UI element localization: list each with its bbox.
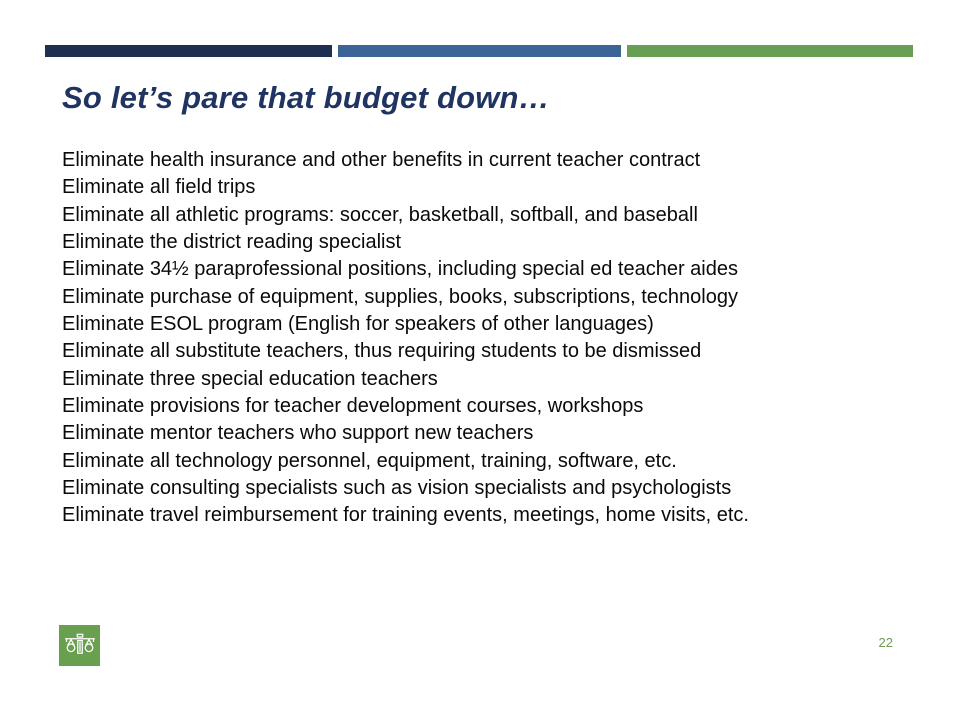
- list-item: Eliminate ESOL program (English for speakers of other languages): [62, 313, 654, 336]
- balance-scale-icon: [59, 625, 100, 666]
- list-item: Eliminate mentor teachers who support new teachers: [62, 422, 534, 445]
- body-text-list: [62, 147, 912, 530]
- list-item: Eliminate three special education teachers: [62, 367, 438, 390]
- accent-bar: [45, 45, 913, 57]
- list-item: Eliminate consulting specialists such as vision specialists and psychologists: [62, 477, 732, 500]
- accent-bar-segment-blue: [338, 45, 621, 57]
- page-title: So let’s pare that budget down…: [62, 80, 550, 115]
- page-number: 22: [878, 635, 893, 650]
- list-item: Eliminate travel reimbursement for training events, meetings, home visits, etc.: [62, 504, 749, 527]
- list-item: Eliminate health insurance and other benefits in current teacher contract: [62, 149, 701, 171]
- accent-bar-segment-navy: [45, 45, 332, 57]
- list-item: Eliminate the district reading specialist: [62, 231, 402, 254]
- list-item: Eliminate provisions for teacher development courses, workshops: [62, 395, 644, 418]
- list-item: Eliminate all field trips: [62, 176, 256, 199]
- list-item: Eliminate all athletic programs: soccer, basketball, softball, and baseball: [62, 203, 698, 226]
- list-item: Eliminate all substitute teachers, thus requiring students to be dismissed: [62, 340, 702, 363]
- list-item: Eliminate 34½ paraprofessional positions, including special ed teacher aides: [62, 258, 738, 281]
- accent-bar-segment-green: [627, 45, 913, 57]
- list-item: Eliminate purchase of equipment, supplies, books, subscriptions, technology: [62, 285, 738, 308]
- list-item: Eliminate all technology personnel, equipment, training, software, etc.: [62, 449, 677, 472]
